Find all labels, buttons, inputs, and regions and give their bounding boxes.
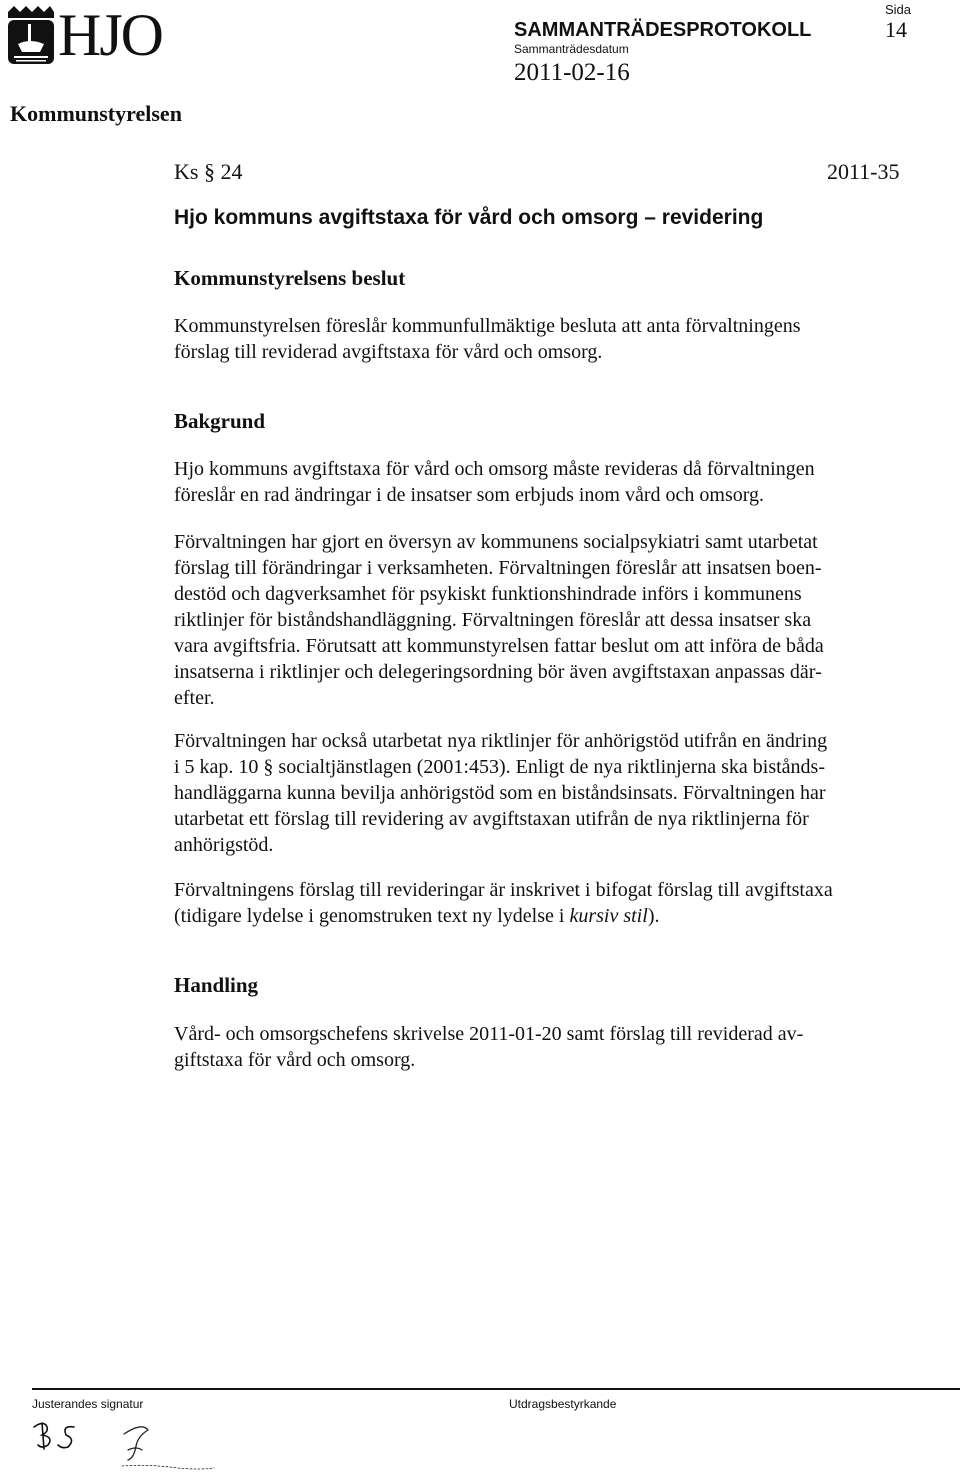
text-line: Kommunstyrelsen föreslår kommunfullmäktige besluta att anta förvaltningens	[174, 315, 801, 337]
text-line: riktlinjer för biståndshandläggning. Förvaltningen föreslår att dessa insatser ska	[174, 609, 812, 631]
document-type: SAMMANTRÄDESPROTOKOLL	[514, 19, 812, 41]
case-title: Hjo kommuns avgiftstaxa för vård och omsorg – revidering	[174, 206, 764, 229]
initials-signature	[30, 1415, 100, 1460]
page-label: Sida	[885, 2, 912, 17]
decision-heading: Kommunstyrelsens beslut	[174, 266, 406, 290]
municipal-crest-icon	[4, 4, 56, 66]
background-paragraph-1	[174, 456, 904, 508]
text-line: insatserna i riktlinjer och delegeringsordning bör även avgiftstaxan anpassas där-	[174, 661, 822, 683]
handling-text	[174, 1021, 904, 1073]
text-fragment: ).	[647, 905, 660, 927]
text-line: Hjo kommuns avgiftstaxa för vård och omsorg måste revideras då förvaltningen	[174, 458, 815, 480]
meeting-date: 2011-02-16	[514, 59, 630, 86]
text-line: utarbetat ett förslag till revidering av avgiftstaxan utifrån de nya riktlinjerna för	[174, 808, 809, 830]
meeting-date-label: Sammanträdesdatum	[514, 42, 629, 56]
section-symbol: §	[203, 159, 215, 184]
utdragsbestyrkande-label: Utdragsbestyrkande	[509, 1397, 617, 1411]
text-line: Förvaltningen har gjort en översyn av kommunens socialpsykiatri samt utarbetat	[174, 531, 818, 553]
italic-fragment: kursiv stil	[569, 905, 648, 927]
handling-heading: Handling	[174, 973, 259, 997]
signature-divider	[32, 1388, 960, 1390]
logo-text: HJO	[58, 2, 163, 68]
text-line: efter.	[174, 687, 215, 709]
justerandes-signatur-label: Justerandes signatur	[32, 1397, 144, 1411]
background-paragraph-2	[174, 529, 904, 711]
text-line: förslag till förändringar i verksamheten. Förvaltningen föreslår att insatsen boen-	[174, 557, 822, 579]
decision-text	[174, 313, 904, 365]
background-paragraph-3	[174, 728, 904, 858]
case-paragraph	[174, 158, 242, 186]
background-paragraph-4	[174, 877, 904, 929]
case-prefix: Ks	[174, 159, 199, 184]
diary-number: 2011-35	[827, 159, 900, 184]
text-line: Förvaltningens förslag till revideringar är inskrivet i bifogat förslag till avgiftstaxa	[174, 879, 833, 901]
text-line: i 5 kap. 10 § socialtjänstlagen (2001:453). Enligt de nya riktlinjerna ska bistånds-	[174, 756, 825, 778]
text-line: handläggarna kunna bevilja anhörigstöd som en biståndsinsats. Förvaltningen har	[174, 782, 826, 804]
handwritten-signature	[118, 1420, 218, 1475]
organization-name: Kommunstyrelsen	[10, 101, 182, 126]
text-line: Vård- och omsorgschefens skrivelse 2011-01-20 samt förslag till reviderad av-	[174, 1023, 804, 1045]
text-line: giftstaxa för vård och omsorg.	[174, 1049, 416, 1071]
text-line	[174, 903, 904, 929]
text-line: destöd och dagverksamhet för psykiskt funktionshindrade införs i kommunens	[174, 583, 802, 605]
text-line: förslag till reviderad avgiftstaxa för vård och omsorg.	[174, 341, 603, 363]
text-line: Förvaltningen har också utarbetat nya riktlinjer för anhörigstöd utifrån en ändring	[174, 730, 828, 752]
text-line: anhörigstöd.	[174, 834, 274, 856]
text-line: vara avgiftsfria. Förutsatt att kommunstyrelsen fattar beslut om att införa de båda	[174, 635, 824, 657]
text-fragment: (tidigare lydelse i genomstruken text ny lydelse i	[174, 905, 570, 927]
background-heading: Bakgrund	[174, 409, 266, 433]
text-line: föreslår en rad ändringar i de insatser som erbjuds inom vård och omsorg.	[174, 484, 765, 506]
page-number: 14	[885, 17, 907, 42]
case-number: 24	[220, 159, 243, 184]
